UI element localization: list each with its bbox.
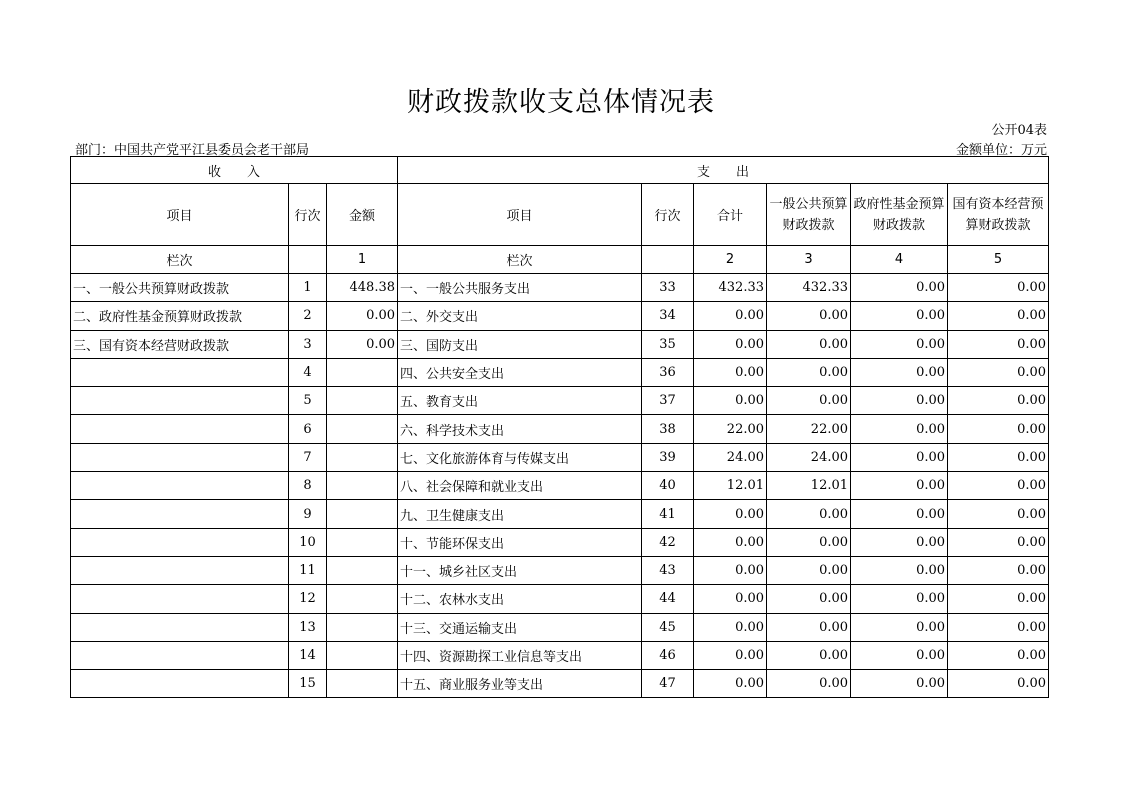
income-amount-cell (327, 443, 398, 471)
income-item-cell (71, 415, 289, 443)
income-item-cell (71, 585, 289, 613)
expense-item-cell: 十四、资源勘探工业信息等支出 (398, 641, 642, 669)
state-capital-cell: 0.00 (948, 358, 1049, 386)
table-row (71, 443, 1049, 471)
gov-fund-cell: 0.00 (851, 670, 948, 698)
income-item-cell (71, 443, 289, 471)
general-budget-cell: 0.00 (767, 670, 851, 698)
income-row-no-cell: 4 (289, 358, 327, 386)
general-budget-cell: 0.00 (767, 387, 851, 415)
gov-fund-cell: 0.00 (851, 274, 948, 302)
table-row (71, 500, 1049, 528)
income-amount-cell (327, 528, 398, 556)
gov-fund-cell: 0.00 (851, 556, 948, 584)
expense-row-no-cell: 37 (642, 387, 694, 415)
total-cell: 0.00 (694, 670, 767, 698)
column-index-blank (642, 246, 694, 274)
total-cell: 0.00 (694, 358, 767, 386)
total-cell: 0.00 (694, 302, 767, 330)
income-amount-header: 金额 (327, 184, 398, 246)
expense-row-no-cell: 36 (642, 358, 694, 386)
expense-row-no-cell: 34 (642, 302, 694, 330)
expense-item-cell: 七、文化旅游体育与传媒支出 (398, 443, 642, 471)
table-row (71, 613, 1049, 641)
income-item-cell (71, 556, 289, 584)
income-row-no-cell: 11 (289, 556, 327, 584)
expense-item-cell: 五、教育支出 (398, 387, 642, 415)
total-cell: 0.00 (694, 585, 767, 613)
income-amount-cell (327, 415, 398, 443)
expense-item-cell: 四、公共安全支出 (398, 358, 642, 386)
gov-fund-cell: 0.00 (851, 302, 948, 330)
page-title: 财政拨款收支总体情况表 (407, 87, 715, 118)
expense-row-no-header: 行次 (642, 184, 694, 246)
general-budget-cell: 432.33 (767, 274, 851, 302)
total-cell: 0.00 (694, 500, 767, 528)
state-capital-cell: 0.00 (948, 556, 1049, 584)
general-budget-cell: 12.01 (767, 472, 851, 500)
expense-row-no-cell: 44 (642, 585, 694, 613)
income-item-cell (71, 472, 289, 500)
table-row (71, 528, 1049, 556)
table-row (71, 330, 1049, 358)
income-item-cell (71, 528, 289, 556)
table-row (71, 641, 1049, 669)
state-capital-cell: 0.00 (948, 330, 1049, 358)
gov-fund-cell: 0.00 (851, 585, 948, 613)
table-row (71, 472, 1049, 500)
column-label-income: 栏次 (71, 246, 289, 274)
total-cell: 24.00 (694, 443, 767, 471)
column-label-expense: 栏次 (398, 246, 642, 274)
expense-item-cell: 十二、农林水支出 (398, 585, 642, 613)
expense-item-cell: 十三、交通运输支出 (398, 613, 642, 641)
table-row (71, 415, 1049, 443)
state-capital-cell: 0.00 (948, 387, 1049, 415)
expense-item-cell: 一、一般公共服务支出 (398, 274, 642, 302)
state-capital-cell: 0.00 (948, 302, 1049, 330)
income-row-no-cell: 15 (289, 670, 327, 698)
total-cell: 0.00 (694, 330, 767, 358)
table-row (71, 302, 1049, 330)
state-capital-cell: 0.00 (948, 641, 1049, 669)
gov-fund-cell: 0.00 (851, 472, 948, 500)
column-index-1: 1 (327, 246, 398, 274)
total-cell: 0.00 (694, 613, 767, 641)
column-index-4: 4 (851, 246, 948, 274)
gov-fund-cell: 0.00 (851, 613, 948, 641)
income-item-cell (71, 500, 289, 528)
income-amount-cell (327, 500, 398, 528)
amount-unit-label: 金额单位：万元 (955, 143, 1047, 158)
income-amount-cell (327, 387, 398, 415)
income-row-no-cell: 13 (289, 613, 327, 641)
gov-fund-cell: 0.00 (851, 641, 948, 669)
gov-fund-cell: 0.00 (851, 415, 948, 443)
income-amount-cell (327, 641, 398, 669)
income-row-no-header: 行次 (289, 184, 327, 246)
income-row-no-cell: 14 (289, 641, 327, 669)
expense-item-cell: 三、国防支出 (398, 330, 642, 358)
expense-row-no-cell: 45 (642, 613, 694, 641)
expense-section-header: 支 出 (398, 157, 1049, 184)
general-budget-cell: 0.00 (767, 641, 851, 669)
total-cell: 0.00 (694, 528, 767, 556)
income-section-header: 收 入 (71, 157, 398, 184)
state-capital-cell: 0.00 (948, 415, 1049, 443)
general-budget-cell: 0.00 (767, 613, 851, 641)
income-amount-cell (327, 358, 398, 386)
expense-item-cell: 六、科学技术支出 (398, 415, 642, 443)
income-item-cell (71, 613, 289, 641)
income-row-no-cell: 10 (289, 528, 327, 556)
state-capital-cell: 0.00 (948, 443, 1049, 471)
expense-item-cell: 九、卫生健康支出 (398, 500, 642, 528)
expense-row-no-cell: 43 (642, 556, 694, 584)
income-row-no-cell: 12 (289, 585, 327, 613)
expense-row-no-cell: 47 (642, 670, 694, 698)
income-item-cell: 一、一般公共预算财政拨款 (71, 274, 289, 302)
income-row-no-cell: 5 (289, 387, 327, 415)
gov-fund-cell: 0.00 (851, 443, 948, 471)
total-cell: 12.01 (694, 472, 767, 500)
income-amount-cell: 448.38 (327, 274, 398, 302)
general-budget-header: 一般公共预算财政拨款 (767, 184, 851, 246)
income-row-no-cell: 8 (289, 472, 327, 500)
general-budget-cell: 0.00 (767, 302, 851, 330)
gov-fund-cell: 0.00 (851, 500, 948, 528)
income-row-no-cell: 7 (289, 443, 327, 471)
table-row (71, 274, 1049, 302)
table-row (71, 556, 1049, 584)
expense-item-cell: 十五、商业服务业等支出 (398, 670, 642, 698)
state-capital-cell: 0.00 (948, 500, 1049, 528)
column-index-blank (289, 246, 327, 274)
gov-fund-cell: 0.00 (851, 387, 948, 415)
general-budget-cell: 0.00 (767, 358, 851, 386)
fiscal-appropriation-table (70, 156, 1049, 698)
state-capital-cell: 0.00 (948, 528, 1049, 556)
column-index-5: 5 (948, 246, 1049, 274)
table-row (71, 387, 1049, 415)
general-budget-cell: 24.00 (767, 443, 851, 471)
expense-row-no-cell: 42 (642, 528, 694, 556)
table-row (71, 358, 1049, 386)
income-amount-cell (327, 472, 398, 500)
expense-row-no-cell: 46 (642, 641, 694, 669)
total-cell: 0.00 (694, 641, 767, 669)
income-amount-cell (327, 556, 398, 584)
gov-fund-cell: 0.00 (851, 330, 948, 358)
total-cell: 432.33 (694, 274, 767, 302)
state-capital-cell: 0.00 (948, 472, 1049, 500)
general-budget-cell: 22.00 (767, 415, 851, 443)
income-item-cell (71, 670, 289, 698)
column-index-2: 2 (694, 246, 767, 274)
income-amount-cell (327, 670, 398, 698)
gov-fund-header: 政府性基金预算财政拨款 (851, 184, 948, 246)
income-amount-cell: 0.00 (327, 302, 398, 330)
expense-row-no-cell: 35 (642, 330, 694, 358)
general-budget-cell: 0.00 (767, 500, 851, 528)
expense-item-cell: 八、社会保障和就业支出 (398, 472, 642, 500)
expense-item-cell: 十、节能环保支出 (398, 528, 642, 556)
income-row-no-cell: 3 (289, 330, 327, 358)
general-budget-cell: 0.00 (767, 528, 851, 556)
state-capital-cell: 0.00 (948, 670, 1049, 698)
state-capital-cell: 0.00 (948, 613, 1049, 641)
total-header: 合计 (694, 184, 767, 246)
expense-item-cell: 十一、城乡社区支出 (398, 556, 642, 584)
total-cell: 0.00 (694, 387, 767, 415)
income-row-no-cell: 9 (289, 500, 327, 528)
general-budget-cell: 0.00 (767, 330, 851, 358)
expense-row-no-cell: 40 (642, 472, 694, 500)
department-label: 部门：中国共产党平江县委员会老干部局 (75, 143, 310, 158)
state-capital-header: 国有资本经营预算财政拨款 (948, 184, 1049, 246)
table-row (71, 585, 1049, 613)
state-capital-cell: 0.00 (948, 585, 1049, 613)
income-item-header: 项目 (71, 184, 289, 246)
general-budget-cell: 0.00 (767, 585, 851, 613)
table-row (71, 670, 1049, 698)
income-item-cell: 三、国有资本经营财政拨款 (71, 330, 289, 358)
gov-fund-cell: 0.00 (851, 358, 948, 386)
general-budget-cell: 0.00 (767, 556, 851, 584)
expense-item-header: 项目 (398, 184, 642, 246)
expense-row-no-cell: 38 (642, 415, 694, 443)
income-row-no-cell: 6 (289, 415, 327, 443)
income-item-cell: 二、政府性基金预算财政拨款 (71, 302, 289, 330)
income-row-no-cell: 1 (289, 274, 327, 302)
gov-fund-cell: 0.00 (851, 528, 948, 556)
income-amount-cell (327, 585, 398, 613)
income-item-cell (71, 387, 289, 415)
column-index-3: 3 (767, 246, 851, 274)
income-item-cell (71, 358, 289, 386)
income-amount-cell (327, 613, 398, 641)
income-item-cell (71, 641, 289, 669)
total-cell: 22.00 (694, 415, 767, 443)
expense-row-no-cell: 41 (642, 500, 694, 528)
total-cell: 0.00 (694, 556, 767, 584)
expense-row-no-cell: 39 (642, 443, 694, 471)
income-amount-cell: 0.00 (327, 330, 398, 358)
income-row-no-cell: 2 (289, 302, 327, 330)
expense-row-no-cell: 33 (642, 274, 694, 302)
form-number: 公开04表 (991, 123, 1047, 138)
expense-item-cell: 二、外交支出 (398, 302, 642, 330)
state-capital-cell: 0.00 (948, 274, 1049, 302)
